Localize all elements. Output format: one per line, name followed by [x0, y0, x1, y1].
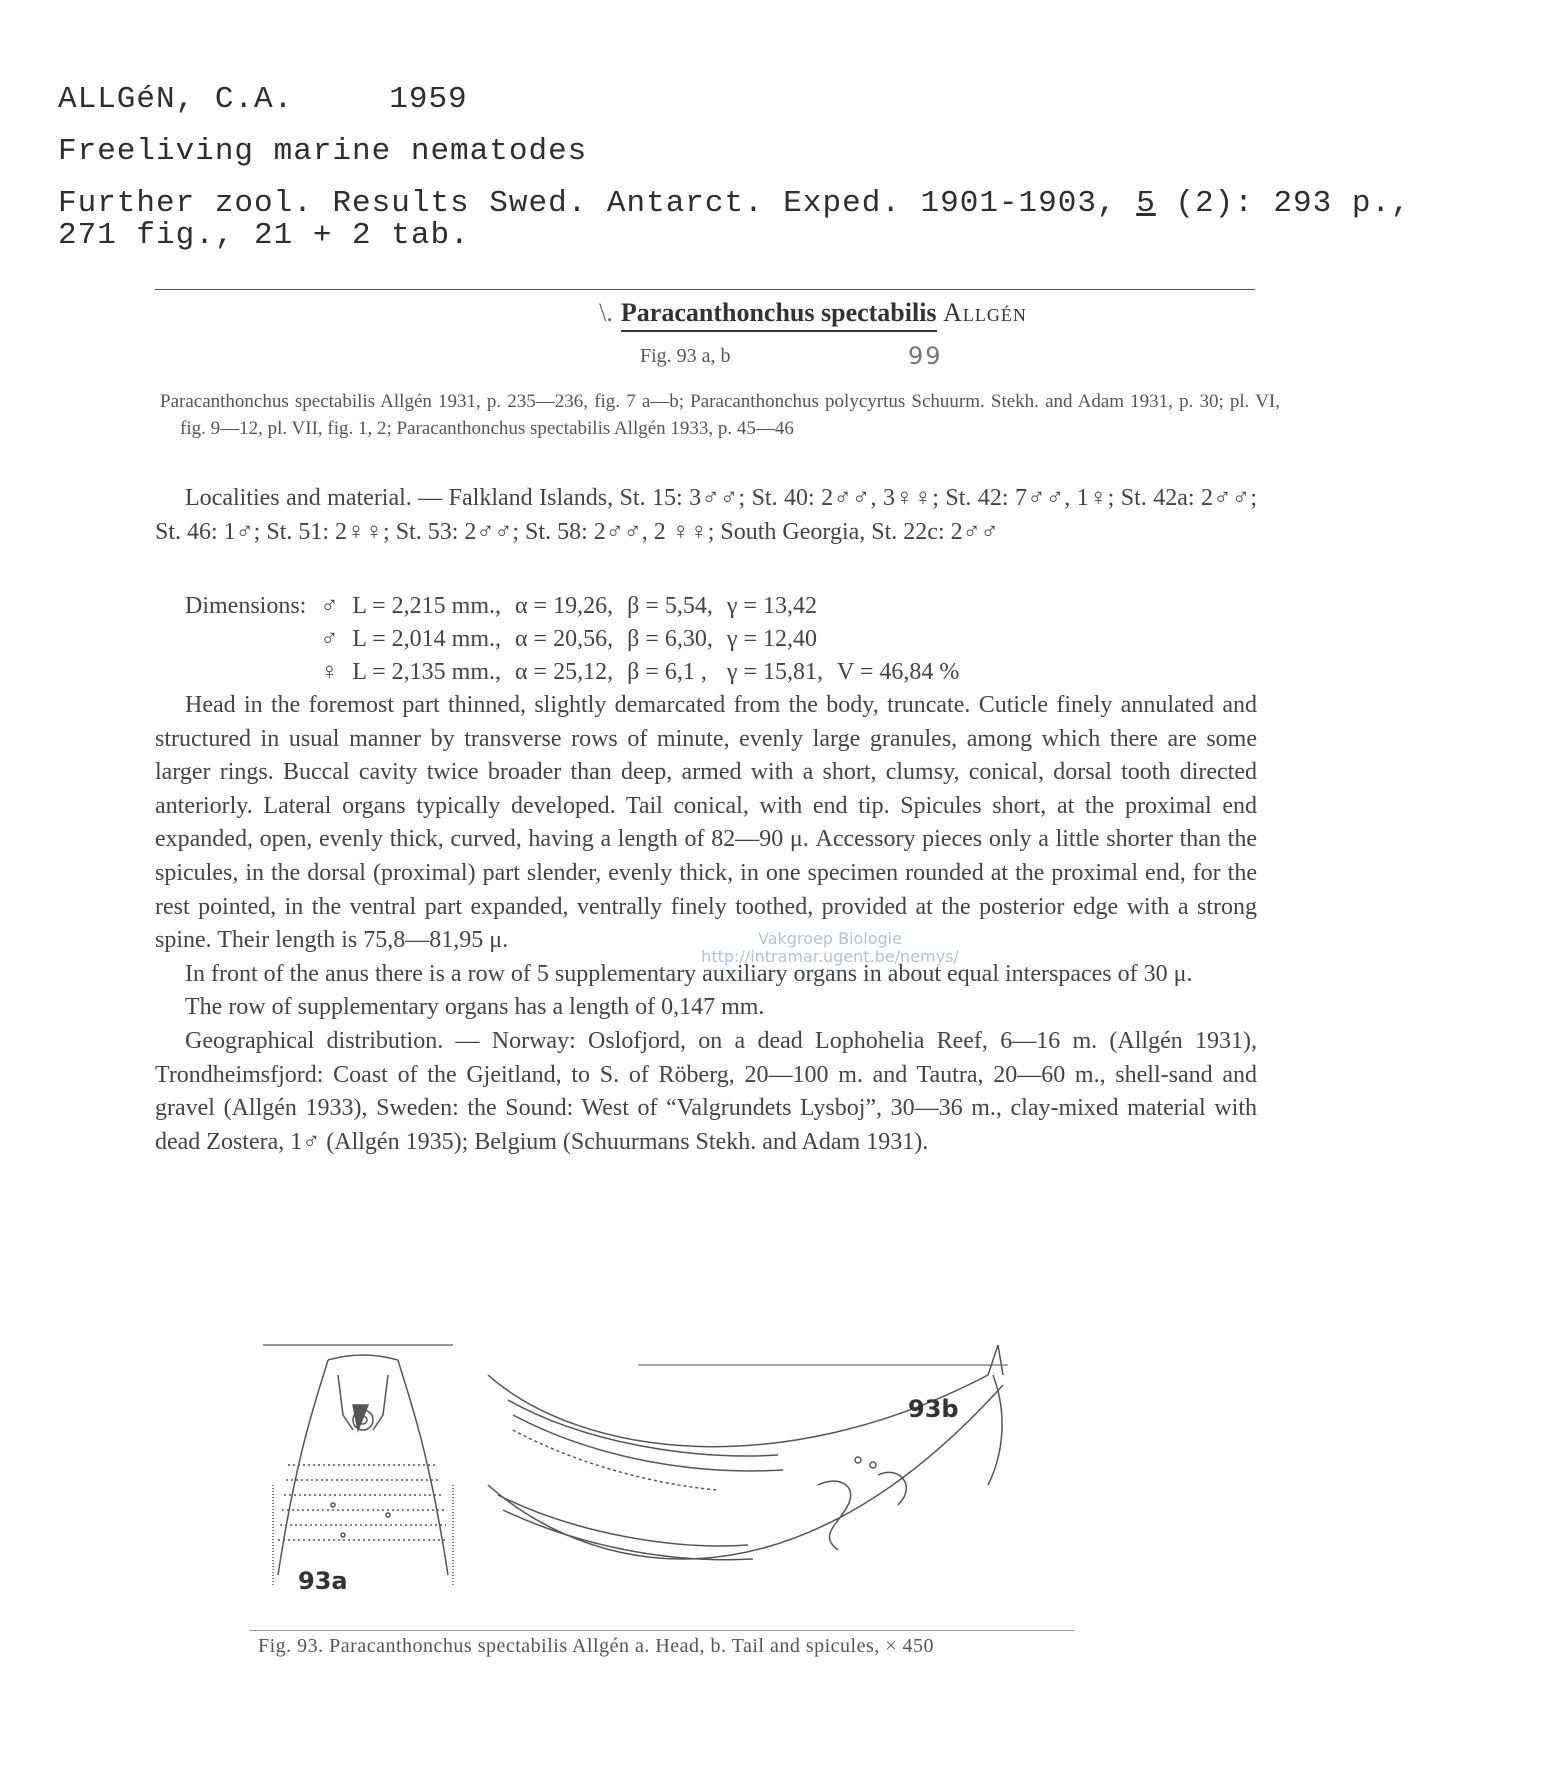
citation-journal: Further zool. Results Swed. Antarct. Exped. 1901-1903,: [58, 186, 1117, 221]
row-length-paragraph: The row of supplementary organs has a length of 0,147 mm.: [185, 994, 765, 1021]
dimensions-label: Dimensions:: [185, 593, 307, 619]
dimensions-table: [185, 590, 973, 689]
dim-length: L = 2,215 mm.,: [352, 593, 501, 619]
dim-sex: ♀: [320, 659, 339, 685]
figure-label-93b: 93b: [908, 1395, 959, 1423]
dim-sex: ♂: [320, 593, 339, 619]
figure-caption: Fig. 93. Paracanthonchus spectabilis Allgén a. Head, b. Tail and spicules, × 450: [258, 1635, 935, 1657]
year: 1959: [389, 82, 468, 117]
citation-line-1: [58, 186, 1411, 221]
author: ALLGéN, C.A.: [58, 82, 294, 117]
localities: Localities and material. — Falkland Islands, St. 15: 3♂♂; St. 40: 2♂♂, 3♀♀; St. 42: 7♂♂, 1♀; St. 42a: 2♂♂; St. 46: 1♂; St. 51: 2♀♀; St. 53: 2♂♂; St. 58: 2♂♂, 2 ♀♀; South Georgia, St. 22c: 2♂♂: [155, 485, 1257, 545]
check-mark: \.: [599, 298, 613, 327]
paper-title: Freeliving marine nematodes: [58, 134, 588, 169]
dimensions-row: [185, 590, 973, 623]
description-paragraph: Head in the foremost part thinned, slightly demarcated from the body, truncate. Cuticle finely annulated and structured in usual manner by transverse rows of minute, evenly large granules, among which there are some larger rings. Buccal cavity twice broader than deep, armed with a short, clumsy, conical, dorsal tooth directed anteriorly. Lateral organs typically developed. Tail conical, with end tip. Spicules short, at the proximal end expanded, open, evenly thick, curved, having a length of 82—90 μ. Accessory pieces only a little shorter than the spicules, in the dorsal (proximal) part slender, evenly thick, in one specimen rounded at the proximal end, for the rest pointed, in the ventral part expanded, ventrally finely toothed, provided at the posterior edge with a strong spine. Their length is 75,8—81,95 μ.: [155, 692, 1257, 954]
figure-label-93a: 93a: [298, 1567, 348, 1595]
localities-block: [155, 482, 1257, 549]
dim-gamma: γ = 13,42: [726, 593, 817, 619]
dim-alpha: α = 19,26,: [514, 593, 614, 619]
citation-line-2: 271 fig., 21 + 2 tab.: [58, 218, 470, 253]
figure-drawing: [258, 1335, 1018, 1625]
dim-alpha: α = 20,56,: [514, 626, 614, 652]
caption-rule: [250, 1630, 1075, 1631]
head-drawing-93a: [263, 1345, 453, 1585]
header-author-line: [58, 82, 468, 117]
dim-beta: β = 5,54,: [627, 593, 713, 619]
dim-length: L = 2,135 mm.,: [352, 659, 501, 685]
figure-reference: Fig. 93 a, b: [640, 345, 731, 367]
dim-gamma: γ = 12,40: [726, 626, 817, 652]
citation-pages: (2): 293 p.,: [1175, 186, 1411, 221]
citation-volume: 5: [1136, 186, 1156, 221]
supplementary-paragraph: In front of the anus there is a row of 5 supplementary auxiliary organs in about equal interspaces of 30 μ.: [185, 960, 1193, 987]
dim-sex: ♂: [320, 626, 339, 652]
dim-gamma: γ = 15,81,: [726, 659, 823, 685]
figure-93: [258, 1335, 1018, 1625]
species-author: Allgén: [943, 298, 1027, 327]
top-rule: [155, 289, 1255, 290]
watermark-url: http://intramar.ugent.be/nemys/: [701, 947, 959, 966]
dim-length: L = 2,014 mm.,: [352, 626, 501, 652]
tail-drawing-93b: [488, 1345, 1008, 1560]
description-block: [155, 689, 1257, 1159]
dim-alpha: α = 25,12,: [514, 659, 614, 685]
dim-beta: β = 6,30,: [627, 626, 713, 652]
dimensions-row: [185, 656, 973, 689]
watermark: [620, 930, 1040, 990]
dimensions-block: [185, 590, 973, 689]
handwritten-number: 99: [908, 342, 943, 370]
dim-v: [837, 623, 973, 656]
dim-beta: β = 6,1 ,: [627, 659, 707, 685]
species-title: [60, 298, 1566, 328]
dimensions-row: [185, 623, 973, 656]
watermark-line-1: Vakgroep Biologie: [758, 929, 902, 948]
species-name: Paracanthonchus spectabilis: [621, 298, 937, 332]
distribution-paragraph: Geographical distribution. — Norway: Oslofjord, on a dead Lophohelia Reef, 6—16 m. (Allgén 1931), Trondheimsfjord: Coast of the Gjeitland, to S. of Röberg, 20—100 m. and Tautra, 20—60 m., shell-sand and gravel (Allgén 1933), Sweden: the Sound: West of “Valgrundets Lysboj”, 30—36 m., clay-mixed material with dead Zostera, 1♂ (Allgén 1935); Belgium (Schuurmans Stekh. and Adam 1931).: [155, 1027, 1257, 1155]
synonymy: Paracanthonchus spectabilis Allgén 1931, p. 235—236, fig. 7 a—b; Paracanthonchus polycyrtus Schuurm. Stekh. and Adam 1931, p. 30; pl. VI, fig. 9—12, pl. VII, fig. 1, 2; Paracanthonchus spectabilis Allgén 1933, p. 45—46: [160, 391, 1280, 439]
dim-v: V = 46,84 %: [836, 659, 960, 685]
dim-v: [837, 590, 973, 623]
